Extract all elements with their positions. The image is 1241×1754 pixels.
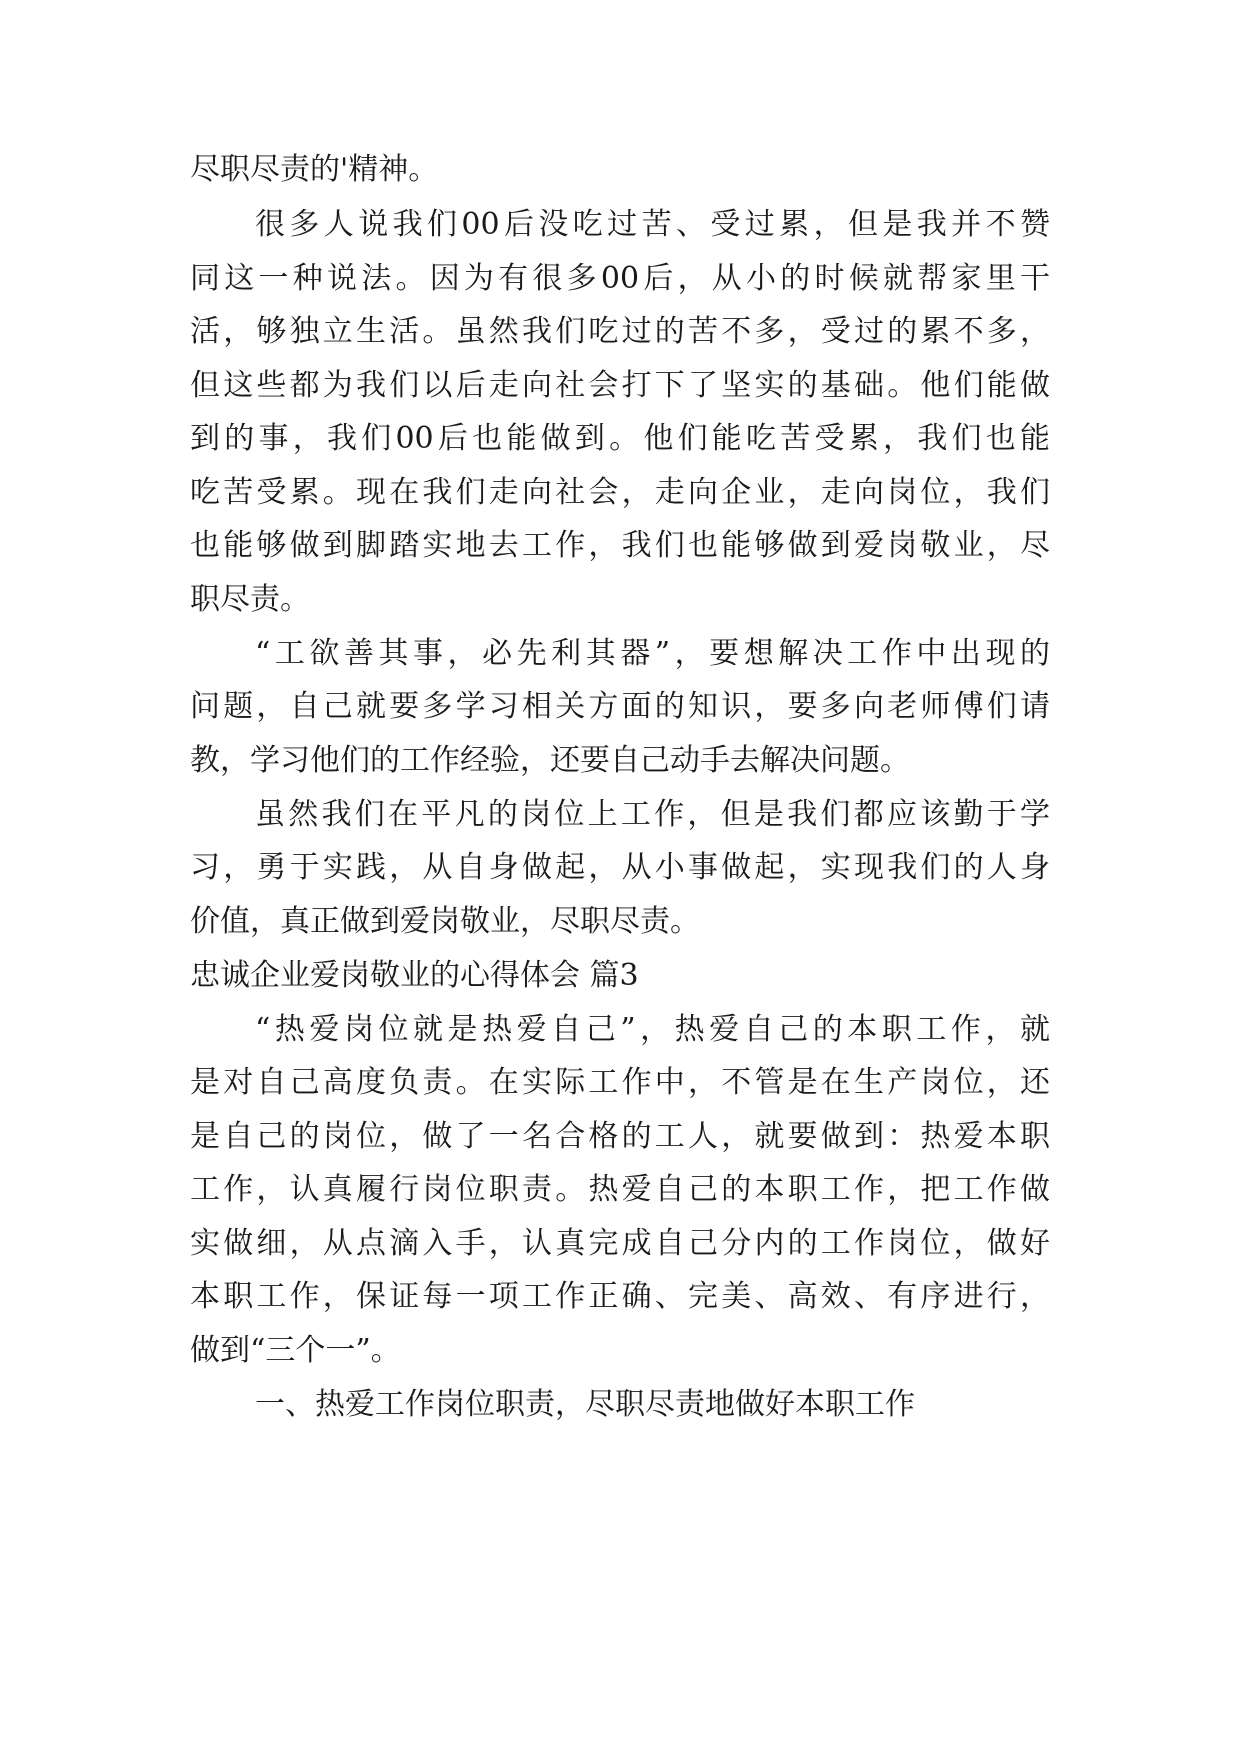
paragraph-first-line: 虽然我们在平凡的岗位上工作，但是我们都应该勤于学 bbox=[255, 797, 1050, 832]
text-line: 但这些都为我们以后走向社会打下了坚实的基础。他们能做 bbox=[190, 368, 1050, 403]
text-line: 工作，认真履行岗位职责。热爱自己的本职工作，把工作做 bbox=[190, 1172, 1050, 1207]
paragraph-first-line: “工欲善其事，必先利其器”，要想解决工作中出现的 bbox=[255, 636, 1050, 671]
text-line: 活，够独立生活。虽然我们吃过的苦不多，受过的累不多， bbox=[190, 314, 1050, 349]
section-heading: 忠诚企业爱岗敬业的心得体会 篇3 bbox=[190, 958, 639, 993]
text-line: 本职工作，保证每一项工作正确、完美、高效、有序进行， bbox=[190, 1279, 1050, 1314]
paragraph-first-line: 一、热爱工作岗位职责，尽职尽责地做好本职工作 bbox=[255, 1387, 915, 1422]
paragraph-first-line: 很多人说我们00后没吃过苦、受过累，但是我并不赞 bbox=[255, 207, 1050, 242]
text-line: 价值，真正做到爱岗敬业，尽职尽责。 bbox=[190, 904, 700, 939]
paragraph-first-line: “热爱岗位就是热爱自己”，热爱自己的本职工作，就 bbox=[255, 1012, 1050, 1047]
text-line: 尽职尽责的'精神。 bbox=[190, 152, 439, 187]
text-line: 问题，自己就要多学习相关方面的知识，要多向老师傅们请 bbox=[190, 689, 1050, 724]
text-line: 到的事，我们00后也能做到。他们能吃苦受累，我们也能 bbox=[190, 421, 1050, 456]
text-line: 习，勇于实践，从自身做起，从小事做起，实现我们的人身 bbox=[190, 850, 1050, 885]
text-line: 是自己的岗位，做了一名合格的工人，就要做到：热爱本职 bbox=[190, 1119, 1050, 1154]
text-line: 职尽责。 bbox=[190, 582, 310, 617]
text-line: 教，学习他们的工作经验，还要自己动手去解决问题。 bbox=[190, 743, 910, 778]
text-line: 吃苦受累。现在我们走向社会，走向企业，走向岗位，我们 bbox=[190, 475, 1050, 510]
text-line: 实做细，从点滴入手，认真完成自己分内的工作岗位，做好 bbox=[190, 1226, 1050, 1261]
text-line: 同这一种说法。因为有很多00后，从小的时候就帮家里干 bbox=[190, 261, 1050, 296]
text-line: 做到“三个一”。 bbox=[190, 1333, 401, 1368]
text-line: 是对自己高度负责。在实际工作中，不管是在生产岗位，还 bbox=[190, 1065, 1050, 1100]
text-line: 也能够做到脚踏实地去工作，我们也能够做到爱岗敬业，尽 bbox=[190, 528, 1050, 563]
